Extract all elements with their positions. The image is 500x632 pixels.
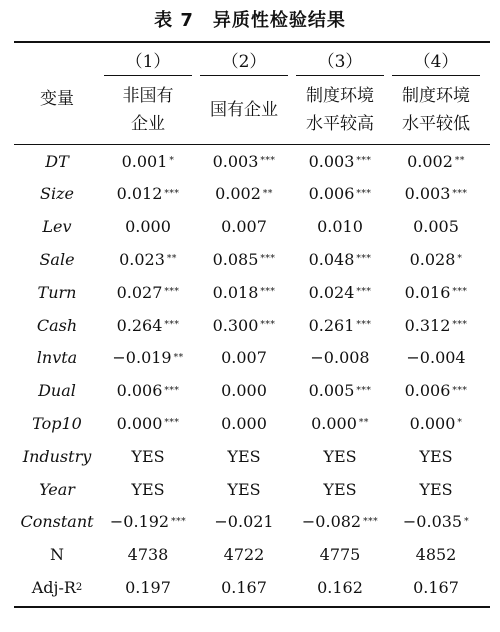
column-number: （3） xyxy=(317,51,363,72)
table-cell xyxy=(100,541,196,569)
table-title: 表 7 异质性检验结果 xyxy=(154,10,346,31)
significance-stars: *** xyxy=(363,516,379,527)
row-label: N xyxy=(50,545,64,565)
table-cell xyxy=(388,245,484,273)
cell-value: 0.000 xyxy=(311,413,357,433)
significance-stars: ** xyxy=(173,352,184,363)
significance-stars: *** xyxy=(356,287,372,298)
cell-value: 4722 xyxy=(223,545,265,565)
significance-stars: ** xyxy=(262,188,273,199)
column-subrule xyxy=(296,75,384,76)
table-cell xyxy=(100,475,196,503)
significance-stars: *** xyxy=(171,516,187,527)
table-cell xyxy=(196,541,292,569)
cell-value: 0.007 xyxy=(221,217,267,237)
column-subrule xyxy=(200,75,288,76)
cell-value: 0.000 xyxy=(221,413,267,433)
table-cell xyxy=(292,278,388,306)
significance-stars: * xyxy=(457,418,463,429)
table-cell xyxy=(292,573,388,601)
table-cell xyxy=(388,180,484,208)
significance-stars: *** xyxy=(260,320,276,330)
variable-header: 变量 xyxy=(40,88,74,109)
significance-stars: ** xyxy=(454,156,465,166)
cell-value: 0.167 xyxy=(221,577,267,597)
significance-stars: ** xyxy=(166,254,177,265)
significance-stars: *** xyxy=(452,188,468,199)
cell-value: YES xyxy=(227,446,261,466)
table-cell xyxy=(388,475,484,503)
cell-value: 0.001 xyxy=(121,151,168,171)
label-superscript: 2 xyxy=(75,581,83,593)
column-name xyxy=(292,78,388,142)
table-cell xyxy=(196,311,292,339)
table-cell xyxy=(196,278,292,306)
cell-value: −0.019 xyxy=(112,348,172,368)
cell-value: 0.000 xyxy=(221,381,267,401)
table-cell xyxy=(388,573,484,601)
table-cell xyxy=(196,377,292,405)
significance-stars: *** xyxy=(260,156,276,166)
table-cell xyxy=(292,442,388,470)
column-name xyxy=(100,78,196,142)
cell-value: 0.000 xyxy=(116,413,163,433)
cell-value: YES xyxy=(323,479,357,499)
bottom-rule xyxy=(14,606,490,608)
table-cell xyxy=(196,344,292,372)
cell-value: 0.003 xyxy=(404,184,451,204)
cell-value: 0.005 xyxy=(413,217,459,237)
row-label: DT xyxy=(45,151,69,171)
cell-value: 0.018 xyxy=(212,282,259,302)
cell-value: 0.023 xyxy=(119,249,165,269)
top-rule xyxy=(14,41,490,43)
table-cell xyxy=(196,180,292,208)
table-cell xyxy=(100,508,196,536)
significance-stars: * xyxy=(169,156,175,166)
table-cell xyxy=(196,508,292,536)
row-label: Constant xyxy=(20,512,94,532)
cell-value: 0.024 xyxy=(308,282,355,302)
table-cell xyxy=(388,311,484,339)
cell-value: 0.002 xyxy=(407,151,453,171)
column-subrule xyxy=(104,75,192,76)
table-cell xyxy=(196,442,292,470)
table-cell xyxy=(388,147,484,175)
table-cell xyxy=(292,409,388,437)
cell-value: 0.027 xyxy=(116,282,163,302)
row-label: Top10 xyxy=(32,413,82,433)
table-cell xyxy=(292,475,388,503)
table-cell xyxy=(100,442,196,470)
row-label: Sale xyxy=(39,249,75,269)
significance-stars: *** xyxy=(452,287,468,298)
significance-stars: *** xyxy=(260,254,276,265)
significance-stars: *** xyxy=(356,188,372,199)
table-cell xyxy=(292,541,388,569)
cell-value: −0.035 xyxy=(402,512,463,532)
column-name xyxy=(388,78,484,142)
cell-value: 0.003 xyxy=(212,151,259,171)
table-cell xyxy=(292,311,388,339)
column-name-line: 水平较低 xyxy=(402,114,470,134)
significance-stars: *** xyxy=(164,287,180,298)
cell-value: 0.048 xyxy=(308,249,355,269)
significance-stars: *** xyxy=(356,254,372,265)
cell-value: 0.012 xyxy=(116,184,163,204)
significance-stars: *** xyxy=(164,188,180,199)
table-cell xyxy=(196,573,292,601)
cell-value: 0.085 xyxy=(212,249,259,269)
table-cell xyxy=(100,377,196,405)
column-name-line: 非国有 xyxy=(122,86,174,106)
table-cell xyxy=(388,344,484,372)
significance-stars: *** xyxy=(356,320,372,330)
cell-value: 0.261 xyxy=(308,315,355,335)
table-cell xyxy=(388,278,484,306)
cell-value: −0.008 xyxy=(310,348,370,368)
row-label: Turn xyxy=(37,282,77,302)
cell-value: 0.003 xyxy=(308,151,355,171)
column-number: （2） xyxy=(221,51,267,72)
significance-stars: *** xyxy=(260,287,276,298)
table-cell xyxy=(196,147,292,175)
cell-value: 0.007 xyxy=(221,348,267,368)
table-cell xyxy=(292,377,388,405)
significance-stars: *** xyxy=(164,385,180,396)
table-cell xyxy=(100,409,196,437)
table-cell xyxy=(100,278,196,306)
cell-value: YES xyxy=(227,479,261,499)
cell-value: 0.002 xyxy=(215,184,261,204)
table-cell xyxy=(388,377,484,405)
significance-stars: *** xyxy=(452,320,468,330)
significance-stars: *** xyxy=(356,385,372,396)
cell-value: 4738 xyxy=(127,545,169,565)
column-subrule xyxy=(392,75,480,76)
table-cell xyxy=(100,344,196,372)
table-cell xyxy=(388,508,484,536)
cell-value: 0.006 xyxy=(404,381,451,401)
cell-value: 0.000 xyxy=(125,217,171,237)
table-cell xyxy=(292,508,388,536)
column-name-line: 企业 xyxy=(131,114,165,134)
significance-stars: *** xyxy=(164,320,180,330)
row-label: Adj-R 2 xyxy=(31,577,83,597)
significance-stars: *** xyxy=(164,418,180,429)
header-rule xyxy=(14,144,490,145)
table-cell xyxy=(196,245,292,273)
cell-value: 0.197 xyxy=(125,577,171,597)
column-name xyxy=(196,78,292,142)
table-cell xyxy=(196,409,292,437)
cell-value: YES xyxy=(419,446,453,466)
cell-value: 0.028 xyxy=(409,249,456,269)
table-cell xyxy=(292,245,388,273)
column-name-line: 水平较高 xyxy=(306,114,374,134)
column-name-line: 制度环境 xyxy=(402,86,470,106)
cell-value: −0.082 xyxy=(301,512,362,532)
significance-stars: * xyxy=(464,516,470,527)
row-label: Lev xyxy=(42,217,72,237)
table-cell xyxy=(292,147,388,175)
row-label: Size xyxy=(40,184,74,204)
row-label: Cash xyxy=(36,315,78,335)
cell-value: YES xyxy=(419,479,453,499)
cell-value: −0.192 xyxy=(109,512,170,532)
table-cell xyxy=(292,344,388,372)
row-label: Dual xyxy=(38,381,76,401)
cell-value: 0.300 xyxy=(212,315,259,335)
cell-value: 0.167 xyxy=(413,577,459,597)
cell-value: 0.312 xyxy=(404,315,451,335)
cell-value: 0.006 xyxy=(308,184,355,204)
row-label: Industry xyxy=(22,446,92,466)
cell-value: 0.016 xyxy=(404,282,451,302)
cell-value: YES xyxy=(131,479,165,499)
table-cell xyxy=(100,213,196,241)
table-cell xyxy=(292,213,388,241)
table-cell xyxy=(388,442,484,470)
cell-value: −0.004 xyxy=(406,348,466,368)
column-name-line: 国有企业 xyxy=(210,100,278,120)
significance-stars: ** xyxy=(358,418,369,429)
table-cell xyxy=(196,475,292,503)
cell-value: 0.006 xyxy=(116,381,163,401)
cell-value: YES xyxy=(131,446,165,466)
column-number: （1） xyxy=(125,51,171,72)
table-cell xyxy=(388,409,484,437)
table-cell xyxy=(100,180,196,208)
cell-value: 0.162 xyxy=(317,577,363,597)
table-cell xyxy=(388,213,484,241)
cell-value: −0.021 xyxy=(214,512,274,532)
significance-stars: * xyxy=(457,254,463,265)
cell-value: 4852 xyxy=(415,545,457,565)
table-cell xyxy=(388,541,484,569)
cell-value: 0.264 xyxy=(116,315,163,335)
column-number: （4） xyxy=(413,51,459,72)
cell-value: 4775 xyxy=(319,545,361,565)
table-cell xyxy=(100,311,196,339)
table-cell xyxy=(100,147,196,175)
row-label: Year xyxy=(39,479,75,499)
cell-value: 0.005 xyxy=(308,381,355,401)
significance-stars: *** xyxy=(356,156,372,166)
cell-value: 0.010 xyxy=(317,217,363,237)
significance-stars: *** xyxy=(452,385,468,396)
row-label: lnvta xyxy=(36,348,78,368)
table-cell xyxy=(100,573,196,601)
cell-value: 0.000 xyxy=(409,413,456,433)
column-name-line: 制度环境 xyxy=(306,86,374,106)
table-cell xyxy=(196,213,292,241)
cell-value: YES xyxy=(323,446,357,466)
table-cell xyxy=(292,180,388,208)
table-cell xyxy=(100,245,196,273)
